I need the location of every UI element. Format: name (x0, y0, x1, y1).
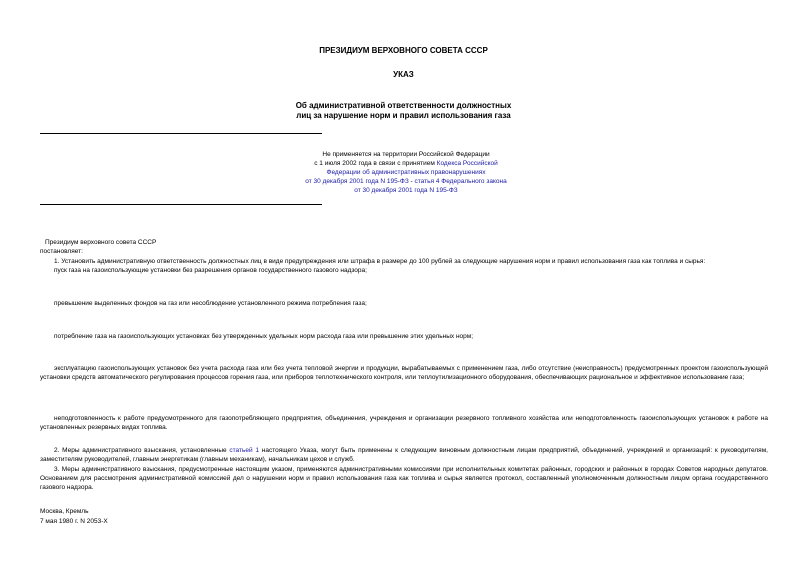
clause-1-item (40, 364, 768, 382)
organization-heading: ПРЕЗИДИУМ ВЕРХОВНОГО СОВЕТА СССР (319, 46, 488, 55)
signature-place: Москва, Кремль (40, 508, 89, 515)
clause-1-item-text: пуск газа на газоиспользующие установки без разрешения органов государственного газового надзора; (54, 267, 367, 274)
clause-1-intro-text: 1. Установить административную ответственность должностных лиц в виде предупреждения или штрафа в размере до 100 рублей за следующие нарушения норм и правил использования газа как топлива и сырья: (54, 258, 706, 265)
signature-block (40, 507, 768, 526)
code-link-part-1[interactable]: Кодекса Российской (436, 160, 498, 167)
document-title-line-1: Об административной ответственности должностных (295, 101, 512, 110)
status-note-line-2 (250, 159, 562, 168)
status-note (250, 150, 562, 195)
clause-3-text: 3. Меры административного взыскания, предусмотренные настоящим указом, применяются административными комиссиями при исполнительных комитетах районных, городских и районных в городах Советов народных депутатов. Основанием для рассмотрения административной комиссией дел о нарушении норм и правил использования газа как топлива и сырья является протокол, составленный уполномоченным должностным лицом органа государственного газового надзора. (40, 466, 768, 491)
clause-1-item (40, 414, 768, 432)
clause-1-item (40, 266, 768, 275)
code-link-part-2[interactable]: Федерации об административных правонарушениях (326, 169, 486, 176)
clause-1-item-text: превышение выделенных фондов на газ или несоблюдение установленного режима потребления газа; (54, 300, 367, 307)
clause-1-item (40, 332, 768, 341)
top-divider (40, 133, 322, 134)
document-type-heading: УКАЗ (393, 70, 414, 79)
clause-1-item-text: эксплуатацию газоиспользующих установок без учета расхода газа или без учета тепловой энергии и продукции, вырабатываемых с применением газа, либо отсутствие (неисправность) предусмотренных проектом газоиспользующей установки средств автоматического регулирования процессов горения газа, или приборов теплотехнического контроля, или теплоутилизационного оборудования, обеспечивающих рациональное и эффективное использование газа; (40, 365, 768, 381)
preamble-line-1: Президиум верховного совета СССР (45, 239, 157, 246)
federal-law-link-part-2[interactable]: от 30 декабря 2001 года N 195-ФЗ (354, 187, 458, 194)
clause-1-item-text: неподготовленность к работе предусмотренного для газопотребляющего предприятия, объединения, учреждения и организации резервного топливного хозяйства или неподготовленность газоиспользующих установок к работе на установленных резервных видах топлива. (40, 415, 768, 431)
signature-date: 7 мая 1980 г. N 2053-Х (40, 518, 108, 525)
clause-1-intro (40, 257, 768, 266)
article-1-link[interactable]: статьей 1 (229, 447, 259, 454)
bottom-divider (40, 204, 322, 205)
clause-3 (40, 465, 768, 492)
federal-law-article-link[interactable]: статья 4 Федерального закона (414, 178, 507, 185)
document-title-line-2: лиц за нарушение норм и правил использования газа (296, 111, 511, 120)
status-note-text-2: с 1 июля 2002 года в связи с принятием (314, 160, 437, 167)
clause-2-text-after: настоящего Указа, могут быть применены к следующим виновным должностным лицам предприятий, объединений, учреждений и организаций: к руководителям, заместителям руководителей, главным энергетикам (главным механикам), начальникам цехов и служб. (40, 447, 768, 463)
clause-2 (40, 446, 768, 464)
code-link-part-3[interactable]: от 30 декабря 2001 года N 195-ФЗ (305, 178, 409, 185)
preamble-line-2: постановляет: (40, 248, 83, 255)
clause-2-text-before: 2. Меры административного взыскания, установленные (54, 447, 230, 454)
preamble (40, 238, 768, 256)
clause-1-item (40, 299, 768, 308)
status-note-dash: - (408, 178, 415, 185)
status-note-line-1: Не применяется на территории Российской Федерации (322, 151, 490, 158)
clause-1-item-text: потребление газа на газоиспользующих установках без утвержденных удельных норм расхода газа или превышение этих удельных норм; (54, 333, 474, 340)
